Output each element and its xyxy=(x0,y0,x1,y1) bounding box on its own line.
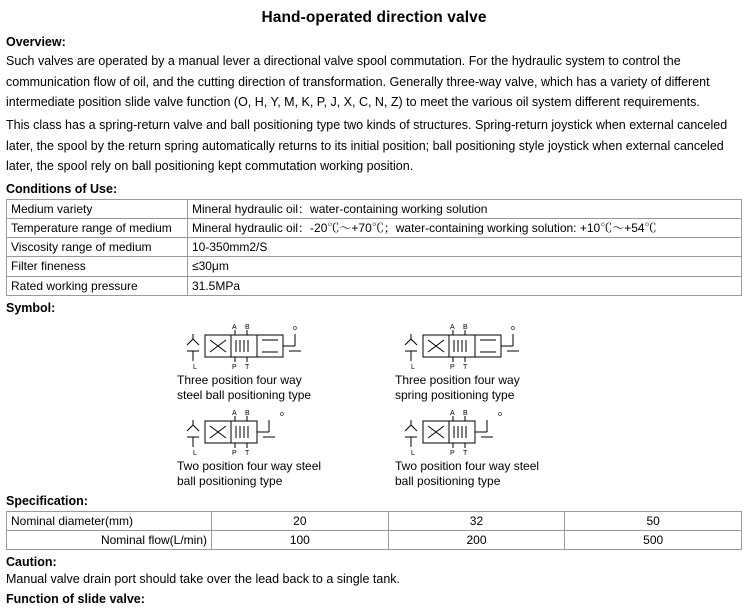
svg-text:A: A xyxy=(232,409,237,417)
svg-text:L: L xyxy=(193,449,197,457)
svg-text:L: L xyxy=(411,363,415,371)
svg-text:B: B xyxy=(245,323,250,331)
spec-label: Nominal flow(L/min) xyxy=(7,530,212,549)
svg-text:o: o xyxy=(511,324,515,332)
table-row xyxy=(7,218,742,237)
svg-text:B: B xyxy=(245,409,250,417)
spec-value: 32 xyxy=(388,511,565,530)
symbol-caption-line2: spring positioning type xyxy=(395,387,515,402)
symbol-row-1 xyxy=(6,321,742,403)
condition-value: ≤30μm xyxy=(188,257,742,276)
svg-text:A: A xyxy=(450,409,455,417)
condition-value: Mineral hydraulic oil：water-containing working solution xyxy=(188,199,742,218)
condition-value: Mineral hydraulic oil：-20℃～+70℃；water-containing working solution: +10℃～+54℃ xyxy=(188,218,742,237)
overview-heading: Overview: xyxy=(6,35,66,49)
svg-text:P: P xyxy=(232,449,237,457)
spec-label: Nominal diameter(mm) xyxy=(7,511,212,530)
spec-value: 20 xyxy=(212,511,389,530)
symbol-heading: Symbol: xyxy=(6,300,56,315)
symbol-caption xyxy=(177,373,353,403)
symbol-caption-line1: Two position four way steel xyxy=(395,458,540,473)
svg-text:P: P xyxy=(232,363,237,371)
svg-text:T: T xyxy=(245,363,250,371)
condition-label: Temperature range of medium xyxy=(7,218,188,237)
symbol-caption-line2: ball positioning type xyxy=(395,473,501,488)
svg-text:P: P xyxy=(450,363,455,371)
specification-table xyxy=(6,511,742,550)
page-title: Hand-operated direction valve xyxy=(261,9,487,26)
spec-value: 50 xyxy=(565,511,742,530)
svg-text:T: T xyxy=(463,449,468,457)
overview-paragraph-1: Such valves are operated by a manual lever a directional valve spool commutation. For the hydraulic system to control the communication flow of oil, and the cutting direction of transformation. Generally three-way valve, which has a variety of different intermediate position slide valve function (O, H, Y, M, K, P, J, X, C, N, Z) to meet the various oil system different requirements. xyxy=(6,54,710,110)
svg-text:T: T xyxy=(245,449,250,457)
overview-paragraph-2: This class has a spring-return valve and ball positioning type two kinds of structures. Spring-return joystick when external canceled later, the spool by the return spring automatically returns to its initial position; ball positioning style joystick when external canceled later, the spool rely on ball positioning kept commutation working position. xyxy=(6,117,728,174)
caution-text: Manual valve drain port should take over the lead back to a single tank. xyxy=(6,572,400,587)
table-row xyxy=(7,511,742,530)
svg-text:B: B xyxy=(463,323,468,331)
symbol-row-2 xyxy=(6,407,742,489)
condition-label: Viscosity range of medium xyxy=(7,238,188,257)
svg-text:L: L xyxy=(193,363,197,371)
symbol-caption xyxy=(395,459,571,489)
conditions-table xyxy=(6,199,742,296)
svg-text:L: L xyxy=(411,449,415,457)
svg-text:A: A xyxy=(450,323,455,331)
valve-symbol-icon xyxy=(395,321,571,371)
symbol-item-2 xyxy=(395,321,571,403)
svg-text:T: T xyxy=(463,363,468,371)
svg-text:o: o xyxy=(293,324,297,332)
svg-text:o: o xyxy=(498,410,502,418)
symbol-caption-line2: ball positioning type xyxy=(177,473,283,488)
condition-label: Medium variety xyxy=(7,199,188,218)
caution-heading: Caution: xyxy=(6,555,57,570)
symbol-item-4 xyxy=(395,407,571,489)
condition-value: 10-350mm2/S xyxy=(188,238,742,257)
spec-value: 200 xyxy=(388,530,565,549)
svg-text:P: P xyxy=(450,449,455,457)
symbol-caption xyxy=(177,459,353,489)
condition-label: Rated working pressure xyxy=(7,276,188,295)
symbol-caption-line1: Two position four way steel xyxy=(177,458,322,473)
symbol-caption-line1: Three position four way xyxy=(177,372,302,387)
table-row xyxy=(7,238,742,257)
spec-value: 100 xyxy=(212,530,389,549)
valve-symbol-icon xyxy=(395,407,571,457)
symbol-caption-line1: Three position four way xyxy=(395,372,520,387)
symbol-diagrams xyxy=(6,321,742,489)
symbol-caption xyxy=(395,373,571,403)
spec-value: 500 xyxy=(565,530,742,549)
svg-text:B: B xyxy=(463,409,468,417)
table-row xyxy=(7,199,742,218)
table-row xyxy=(7,257,742,276)
valve-symbol-icon xyxy=(177,407,353,457)
symbol-item-1 xyxy=(177,321,353,403)
condition-label: Filter fineness xyxy=(7,257,188,276)
symbol-caption-line2: steel ball positioning type xyxy=(177,387,312,402)
symbol-item-3 xyxy=(177,407,353,489)
table-row xyxy=(7,276,742,295)
svg-text:o: o xyxy=(280,410,284,418)
conditions-heading: Conditions of Use: xyxy=(6,181,118,196)
condition-value: 31.5MPa xyxy=(188,276,742,295)
function-heading: Function of slide valve: xyxy=(6,592,145,607)
valve-symbol-icon xyxy=(177,321,353,371)
table-row xyxy=(7,530,742,549)
specification-heading: Specification: xyxy=(6,493,88,508)
svg-text:A: A xyxy=(232,323,237,331)
